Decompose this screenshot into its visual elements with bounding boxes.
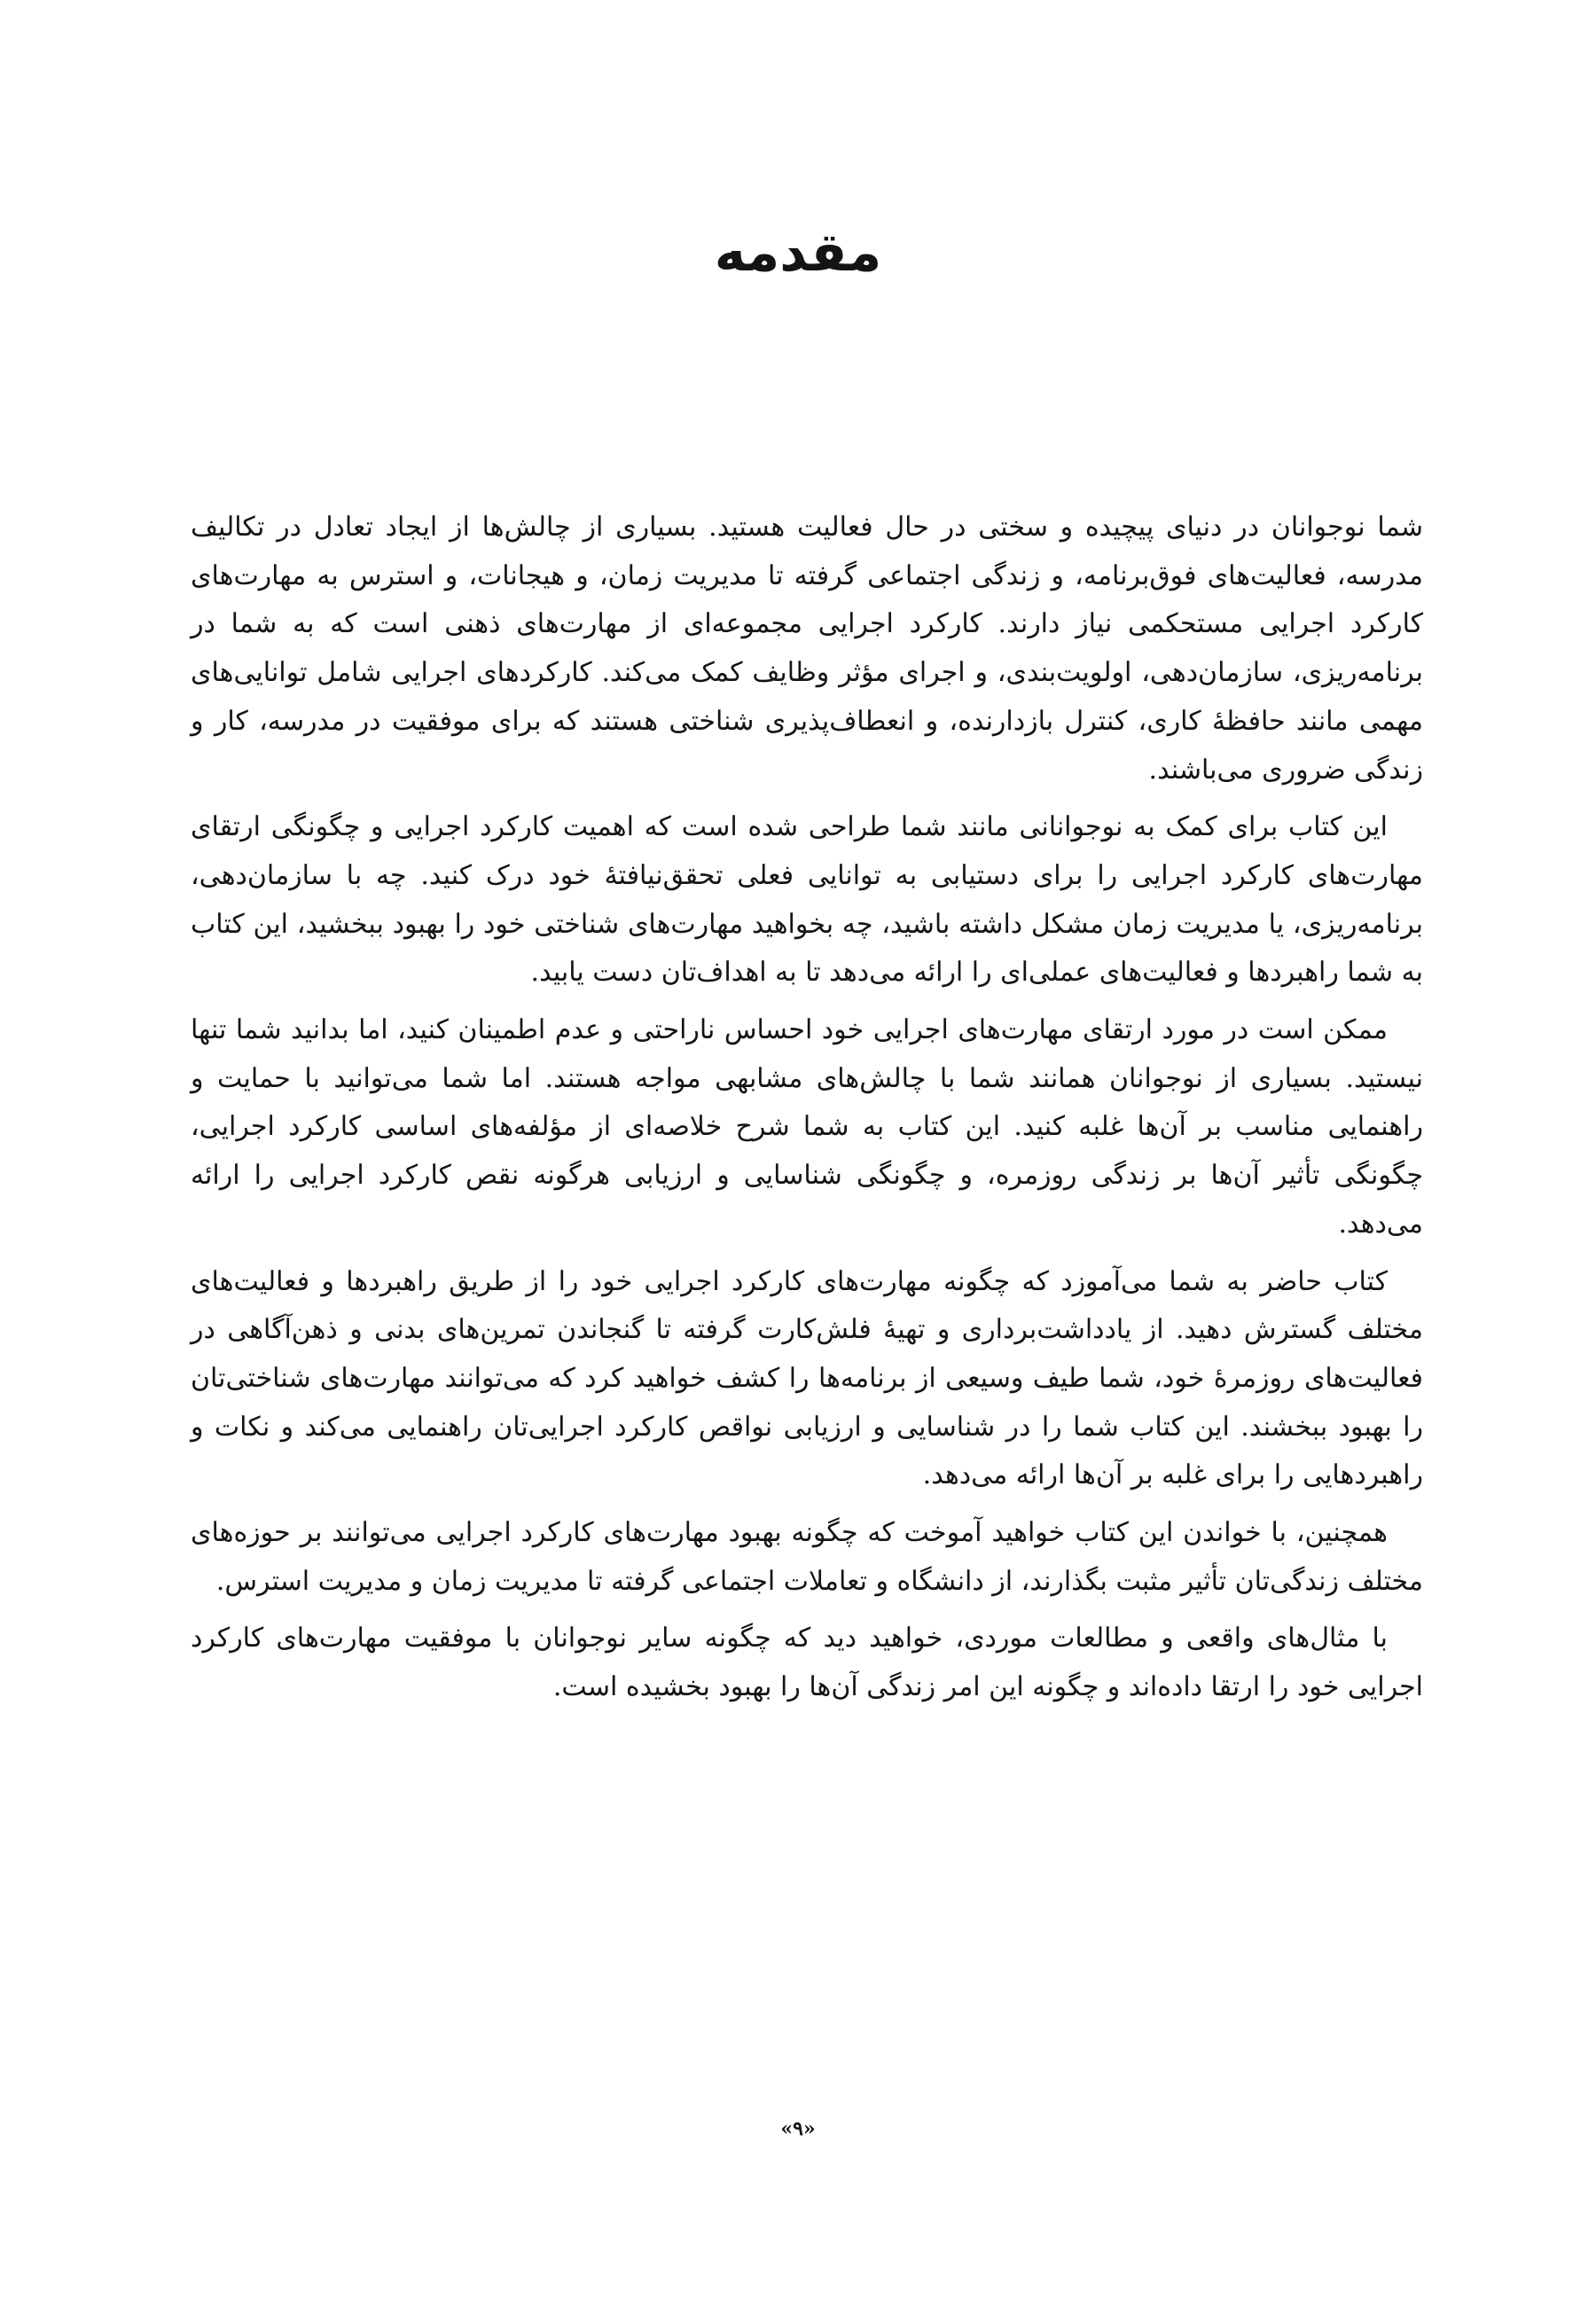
paragraph-2: این کتاب برای کمک به نوجوانانی مانند شما طراحی شده است که اهمیت کارکرد اجرایی و چگونگی ارتقای مهارت‌های کارکرد اجرایی را برای دستیابی به توانایی فعلی تحقق‌نیافتهٔ خود درک کنید. چه با سازمان‌دهی، برنامه‌ریزی، یا مدیریت زمان مشکل داشته باشید، چه بخواهید مهارت‌های شناختی خود را بهبود ببخشید، این کتاب به شما راهبردها و فعالیت‌های عملی‌ای را ارائه می‌دهد تا به اهداف‌تان دست یابید. [191, 811, 1423, 989]
page-number: «۹» [780, 2117, 816, 2140]
paragraph-4: کتاب حاضر به شما می‌آموزد که چگونه مهارت‌های کارکرد اجرایی خود را از طریق راهبردها و فعالیت‌های مختلف گسترش دهید. از یادداشت‌برداری و تهیهٔ فلش‌کارت گرفته تا گنجاندن تمرین‌های بدنی و ذهن‌آگاهی در فعالیت‌های روزمرهٔ خود، شما طیف وسیعی از برنامه‌ها را کشف خواهید کرد که می‌توانند مهارت‌های شناختی‌تان را بهبود ببخشند. این کتاب شما را در شناسایی و ارزیابی نواقص کارکرد اجرایی‌تان راهنمایی می‌کند و نکات و راهبردهایی را برای غلبه بر آن‌ها ارائه می‌دهد. [191, 1265, 1423, 1491]
paragraph-5: همچنین، با خواندن این کتاب خواهید آموخت که چگونه بهبود مهارت‌های کارکرد اجرایی می‌توانند بر حوزه‌های مختلف زندگی‌تان تأثیر مثبت بگذارند، از دانشگاه و تعاملات اجتماعی گرفته تا مدیریت زمان و مدیریت استرس. [191, 1517, 1423, 1597]
paragraph-6: با مثال‌های واقعی و مطالعات موردی، خواهید دید که چگونه سایر نوجوانان با موفقیت مهارت‌های کارکرد اجرایی خود را ارتقا داده‌اند و چگونه این امر زندگی آن‌ها را بهبود بخشیده است. [191, 1623, 1423, 1703]
paragraph-1: شما نوجوانان در دنیای پیچیده و سختی در حال فعالیت هستید. بسیاری از چالش‌ها از ایجاد تعادل در تکالیف مدرسه، فعالیت‌های فوق‌برنامه، و زندگی اجتماعی گرفته تا مدیریت زمان، و هیجانات، و استرس به مهارت‌های کارکرد اجرایی مستحکمی نیاز دارند. کارکرد اجرایی مجموعه‌ای از مهارت‌های ذهنی است که به شما در برنامه‌ریزی، سازمان‌دهی، اولویت‌بندی، و اجرای مؤثر وظایف کمک می‌کند. کارکردهای اجرایی شامل توانایی‌های مهمی مانند حافظهٔ کاری، کنترل بازدارنده، و انعطاف‌پذیری شناختی هستند که برای موفقیت در مدرسه، کار و زندگی ضروری می‌باشند. [191, 512, 1423, 786]
chapter-title: مقدمه [714, 222, 882, 284]
paragraph-3: ممکن است در مورد ارتقای مهارت‌های اجرایی خود احساس ناراحتی و عدم اطمینان کنید، اما بدانید شما تنها نیستید. بسیاری از نوجوانان همانند شما با چالش‌های مشابهی مواجه هستند. اما شما می‌توانید با حمایت و راهنمایی مناسب بر آن‌ها غلبه کنید. این کتاب به شما شرح خلاصه‌ای از مؤلفه‌های اساسی کارکرد اجرایی، چگونگی تأثیر آن‌ها بر زندگی روزمره، و چگونگی شناسایی و ارزیابی هرگونه نقص کارکرد اجرایی را ارائه می‌دهد. [191, 1014, 1423, 1240]
body-text [191, 504, 1423, 1721]
